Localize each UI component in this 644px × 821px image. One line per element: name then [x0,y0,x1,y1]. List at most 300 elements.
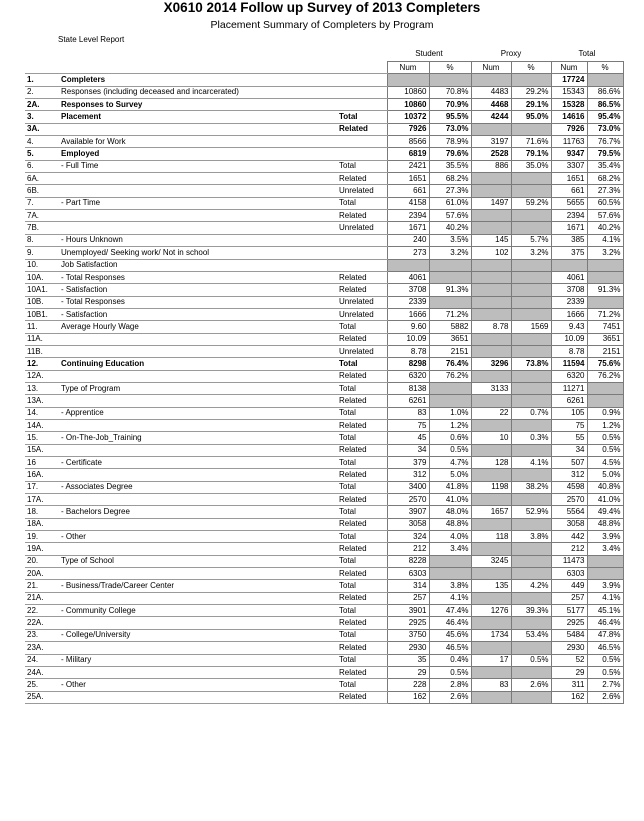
cell-proxy-num [471,494,511,506]
cell-proxy-num: 4483 [471,86,511,98]
row-id: 1. [25,74,59,86]
table-row [25,419,623,431]
cell-total-num: 2339 [551,296,587,308]
row-type: Total [337,580,387,592]
cell-proxy-pct: 53.4% [511,629,551,641]
cell-proxy-num [471,222,511,234]
cell-total-num: 3058 [551,518,587,530]
cell-proxy-num [471,185,511,197]
row-id: 2. [25,86,59,98]
cell-student-pct [429,395,471,407]
table-row [25,444,623,456]
cell-total-num: 9347 [551,148,587,160]
cell-total-num: 1666 [551,308,587,320]
cell-total-pct: 46.4% [587,617,623,629]
row-label: - Part Time [59,197,337,209]
cell-student-num: 240 [387,234,429,246]
cell-total-pct: 46.5% [587,642,623,654]
row-id: 13. [25,382,59,394]
cell-proxy-pct: 4.1% [511,457,551,469]
cell-student-pct: 48.0% [429,506,471,518]
row-id: 24A. [25,666,59,678]
table-row [25,210,623,222]
cell-proxy-pct: 0.7% [511,407,551,419]
cell-proxy-num: 2528 [471,148,511,160]
cell-total-num: 6320 [551,370,587,382]
row-type: Total [337,111,387,123]
cell-student-num: 29 [387,666,429,678]
cell-student-num: 257 [387,592,429,604]
row-label [59,568,337,580]
cell-student-pct: 3.8% [429,580,471,592]
cell-total-pct: 79.5% [587,148,623,160]
row-type: Total [337,481,387,493]
cell-student-num: 6819 [387,148,429,160]
cell-student-num: 2421 [387,160,429,172]
cell-proxy-num: 3133 [471,382,511,394]
table-row [25,666,623,678]
table-row [25,407,623,419]
cell-total-pct: 45.1% [587,605,623,617]
cell-proxy-pct: 35.0% [511,160,551,172]
cell-student-pct: 1.0% [429,407,471,419]
cell-proxy-pct: 73.8% [511,358,551,370]
cell-proxy-pct: 5.7% [511,234,551,246]
cell-student-pct: 68.2% [429,173,471,185]
col-head-proxy-pct: % [511,62,551,74]
cell-proxy-num: 10 [471,432,511,444]
cell-proxy-pct [511,185,551,197]
cell-total-pct: 3.9% [587,580,623,592]
row-label: - Business/Trade/Career Center [59,580,337,592]
table-row [25,654,623,666]
cell-student-num: 1651 [387,173,429,185]
cell-total-num: 14616 [551,111,587,123]
cell-total-num: 661 [551,185,587,197]
cell-total-pct [587,74,623,86]
row-label [59,419,337,431]
cell-total-num: 1671 [551,222,587,234]
cell-proxy-pct [511,617,551,629]
cell-student-pct: 46.5% [429,642,471,654]
row-id: 7. [25,197,59,209]
cell-student-pct [429,271,471,283]
cell-student-pct: 2.6% [429,691,471,703]
row-id: 12A. [25,370,59,382]
cell-total-pct [587,271,623,283]
cell-student-pct: 57.6% [429,210,471,222]
cell-student-pct: 78.9% [429,136,471,148]
cell-total-pct: 0.5% [587,654,623,666]
row-type: Total [337,321,387,333]
row-label [59,543,337,555]
cell-proxy-num [471,296,511,308]
row-type: Related [337,494,387,506]
cell-total-pct: 3651 [587,333,623,345]
row-type: Related [337,271,387,283]
cell-total-pct: 57.6% [587,210,623,222]
row-label: - Associates Degree [59,481,337,493]
table-row [25,284,623,296]
cell-total-num: 9.43 [551,321,587,333]
row-id: 19. [25,531,59,543]
cell-proxy-pct [511,333,551,345]
row-label: Responses to Survey [59,99,337,111]
row-label: - Apprentice [59,407,337,419]
cell-total-num: 4061 [551,271,587,283]
cell-proxy-num [471,543,511,555]
cell-proxy-pct [511,271,551,283]
cell-student-num [387,74,429,86]
row-id: 7B. [25,222,59,234]
row-label: Average Hourly Wage [59,321,337,333]
cell-proxy-num [471,419,511,431]
cell-proxy-pct [511,74,551,86]
cell-total-pct: 71.2% [587,308,623,320]
row-label: - Bachelors Degree [59,506,337,518]
cell-student-pct: 40.2% [429,222,471,234]
row-id: 17. [25,481,59,493]
cell-student-pct: 3651 [429,333,471,345]
row-type: Unrelated [337,345,387,357]
cell-total-pct: 0.5% [587,432,623,444]
cell-student-pct: 70.9% [429,99,471,111]
row-label: - Satisfaction [59,284,337,296]
row-label [59,395,337,407]
row-id: 15A. [25,444,59,456]
cell-total-pct [587,568,623,580]
cell-proxy-num: 3245 [471,555,511,567]
row-label: Placement [59,111,337,123]
cell-student-num: 75 [387,419,429,431]
cell-total-pct: 3.2% [587,247,623,259]
cell-student-num: 2930 [387,642,429,654]
row-label: - Certificate [59,457,337,469]
row-type [337,247,387,259]
cell-student-pct: 91.3% [429,284,471,296]
row-label: Unemployed/ Seeking work/ Not in school [59,247,337,259]
row-label [59,518,337,530]
row-type: Total [337,506,387,518]
table-row [25,86,623,98]
table-row [25,568,623,580]
cell-student-pct: 76.2% [429,370,471,382]
table-row [25,395,623,407]
row-type: Unrelated [337,296,387,308]
row-id: 10. [25,259,59,271]
cell-total-pct: 73.0% [587,123,623,135]
cell-total-num: 5655 [551,197,587,209]
row-label [59,173,337,185]
cell-student-num: 8138 [387,382,429,394]
col-head-total-pct: % [587,62,623,74]
row-label [59,666,337,678]
row-id: 8. [25,234,59,246]
row-type [337,86,387,98]
table-row [25,531,623,543]
cell-total-num: 385 [551,234,587,246]
cell-proxy-num [471,123,511,135]
cell-proxy-num [471,74,511,86]
cell-proxy-num: 1198 [471,481,511,493]
cell-proxy-num: 4244 [471,111,511,123]
col-head-student-num: Num [387,62,429,74]
row-id: 11A. [25,333,59,345]
cell-proxy-pct: 95.0% [511,111,551,123]
row-id: 14. [25,407,59,419]
cell-student-pct: 2151 [429,345,471,357]
cell-total-pct: 86.5% [587,99,623,111]
cell-total-num: 11271 [551,382,587,394]
cell-student-pct: 48.8% [429,518,471,530]
row-label: Job Satisfaction [59,259,337,271]
row-label: Continuing Education [59,358,337,370]
cell-total-pct: 68.2% [587,173,623,185]
row-label: - Satisfaction [59,308,337,320]
row-type: Related [337,592,387,604]
cell-total-pct [587,382,623,394]
cell-total-pct: 40.8% [587,481,623,493]
cell-total-pct: 5.0% [587,469,623,481]
cell-student-pct [429,296,471,308]
cell-student-num: 228 [387,679,429,691]
cell-total-pct: 7451 [587,321,623,333]
cell-student-pct: 3.5% [429,234,471,246]
row-label: Completers [59,74,337,86]
cell-student-pct: 35.5% [429,160,471,172]
row-label: Employed [59,148,337,160]
row-type [337,136,387,148]
cell-proxy-pct [511,518,551,530]
table-row [25,469,623,481]
row-type: Total [337,654,387,666]
cell-proxy-num: 17 [471,654,511,666]
cell-student-num: 379 [387,457,429,469]
table-row [25,518,623,530]
table-row [25,99,623,111]
cell-student-pct: 70.8% [429,86,471,98]
table-row [25,321,623,333]
cell-student-pct: 5882 [429,321,471,333]
row-id: 15. [25,432,59,444]
cell-proxy-num [471,370,511,382]
cell-student-num: 6261 [387,395,429,407]
row-id: 2A. [25,99,59,111]
cell-student-num: 8.78 [387,345,429,357]
cell-total-pct: 3.9% [587,531,623,543]
column-header-row [25,62,623,74]
row-type: Related [337,666,387,678]
cell-total-pct [587,555,623,567]
cell-total-num: 2925 [551,617,587,629]
row-id: 16 [25,457,59,469]
row-label: - Community College [59,605,337,617]
cell-proxy-pct [511,345,551,357]
cell-total-pct: 75.6% [587,358,623,370]
cell-student-num: 162 [387,691,429,703]
cell-proxy-num: 1657 [471,506,511,518]
cell-proxy-num: 83 [471,679,511,691]
row-id: 22. [25,605,59,617]
table-row [25,197,623,209]
cell-proxy-pct: 39.3% [511,605,551,617]
cell-proxy-pct [511,123,551,135]
cell-total-pct: 76.7% [587,136,623,148]
table-row [25,605,623,617]
cell-student-num: 2339 [387,296,429,308]
cell-proxy-pct: 71.6% [511,136,551,148]
row-type: Related [337,333,387,345]
cell-student-pct [429,382,471,394]
cell-proxy-pct [511,222,551,234]
cell-total-num: 10.09 [551,333,587,345]
cell-total-pct: 91.3% [587,284,623,296]
cell-proxy-pct [511,395,551,407]
cell-total-num: 2930 [551,642,587,654]
table-row [25,296,623,308]
cell-proxy-num: 1497 [471,197,511,209]
cell-student-pct: 4.7% [429,457,471,469]
cell-total-num: 449 [551,580,587,592]
cell-proxy-pct: 1569 [511,321,551,333]
cell-total-num: 257 [551,592,587,604]
row-label [59,123,337,135]
row-type [337,74,387,86]
cell-proxy-pct: 29.1% [511,99,551,111]
cell-total-num: 3307 [551,160,587,172]
cell-total-num: 105 [551,407,587,419]
row-id: 24. [25,654,59,666]
cell-total-pct: 4.1% [587,592,623,604]
cell-proxy-num: 1734 [471,629,511,641]
cell-proxy-num [471,395,511,407]
table-row [25,247,623,259]
cell-proxy-num: 3296 [471,358,511,370]
cell-student-num [387,259,429,271]
cell-proxy-num: 886 [471,160,511,172]
row-id: 20. [25,555,59,567]
cell-total-pct: 3.4% [587,543,623,555]
cell-student-num: 83 [387,407,429,419]
row-id: 10B1. [25,308,59,320]
row-label [59,222,337,234]
table-row [25,555,623,567]
cell-proxy-pct [511,419,551,431]
cell-proxy-pct: 0.5% [511,654,551,666]
cell-total-num: 11763 [551,136,587,148]
table-row [25,234,623,246]
header-spacer [337,62,387,74]
cell-student-num: 35 [387,654,429,666]
row-id: 16A. [25,469,59,481]
cell-student-num: 34 [387,444,429,456]
row-type: Related [337,210,387,222]
row-label: Type of Program [59,382,337,394]
col-head-proxy-num: Num [471,62,511,74]
col-head-total-num: Num [551,62,587,74]
cell-total-pct: 41.0% [587,494,623,506]
table-row [25,358,623,370]
cell-proxy-num: 102 [471,247,511,259]
cell-proxy-num: 145 [471,234,511,246]
cell-proxy-num: 22 [471,407,511,419]
cell-student-num: 2925 [387,617,429,629]
row-id: 17A. [25,494,59,506]
cell-proxy-pct: 52.9% [511,506,551,518]
cell-proxy-num [471,518,511,530]
row-id: 6A. [25,173,59,185]
cell-student-pct: 46.4% [429,617,471,629]
row-type: Total [337,358,387,370]
row-id: 4. [25,136,59,148]
table-row [25,691,623,703]
row-id: 21A. [25,592,59,604]
row-type: Total [337,531,387,543]
cell-total-num: 6261 [551,395,587,407]
table-row [25,679,623,691]
cell-student-num: 314 [387,580,429,592]
cell-student-num: 7926 [387,123,429,135]
cell-proxy-pct [511,691,551,703]
cell-proxy-pct [511,568,551,580]
row-type: Total [337,407,387,419]
row-id: 10A1. [25,284,59,296]
cell-proxy-pct [511,370,551,382]
cell-proxy-num [471,308,511,320]
cell-total-num: 375 [551,247,587,259]
cell-student-num: 10860 [387,99,429,111]
cell-proxy-num: 3197 [471,136,511,148]
cell-student-pct: 4.0% [429,531,471,543]
cell-proxy-pct [511,210,551,222]
row-label [59,333,337,345]
cell-total-num: 34 [551,444,587,456]
cell-proxy-pct: 59.2% [511,197,551,209]
cell-student-pct: 5.0% [429,469,471,481]
row-label: - Full Time [59,160,337,172]
cell-proxy-num: 128 [471,457,511,469]
cell-student-num: 2570 [387,494,429,506]
row-label [59,370,337,382]
row-type: Total [337,432,387,444]
cell-proxy-num [471,469,511,481]
row-id: 11. [25,321,59,333]
row-label: Available for Work [59,136,337,148]
cell-proxy-num: 135 [471,580,511,592]
cell-proxy-pct: 38.2% [511,481,551,493]
cell-total-num: 8.78 [551,345,587,357]
table-row [25,642,623,654]
cell-total-num: 2394 [551,210,587,222]
cell-total-num: 311 [551,679,587,691]
row-id: 18A. [25,518,59,530]
row-id: 10B. [25,296,59,308]
cell-proxy-pct: 3.2% [511,247,551,259]
cell-total-pct: 27.3% [587,185,623,197]
table-row [25,432,623,444]
table-row [25,592,623,604]
row-id: 10A. [25,271,59,283]
row-label [59,592,337,604]
cell-student-pct: 73.0% [429,123,471,135]
cell-total-pct: 76.2% [587,370,623,382]
cell-proxy-num [471,259,511,271]
row-id: 19A. [25,543,59,555]
cell-proxy-num [471,210,511,222]
group-header-student: Student [415,49,443,58]
cell-student-pct: 76.4% [429,358,471,370]
row-label [59,185,337,197]
